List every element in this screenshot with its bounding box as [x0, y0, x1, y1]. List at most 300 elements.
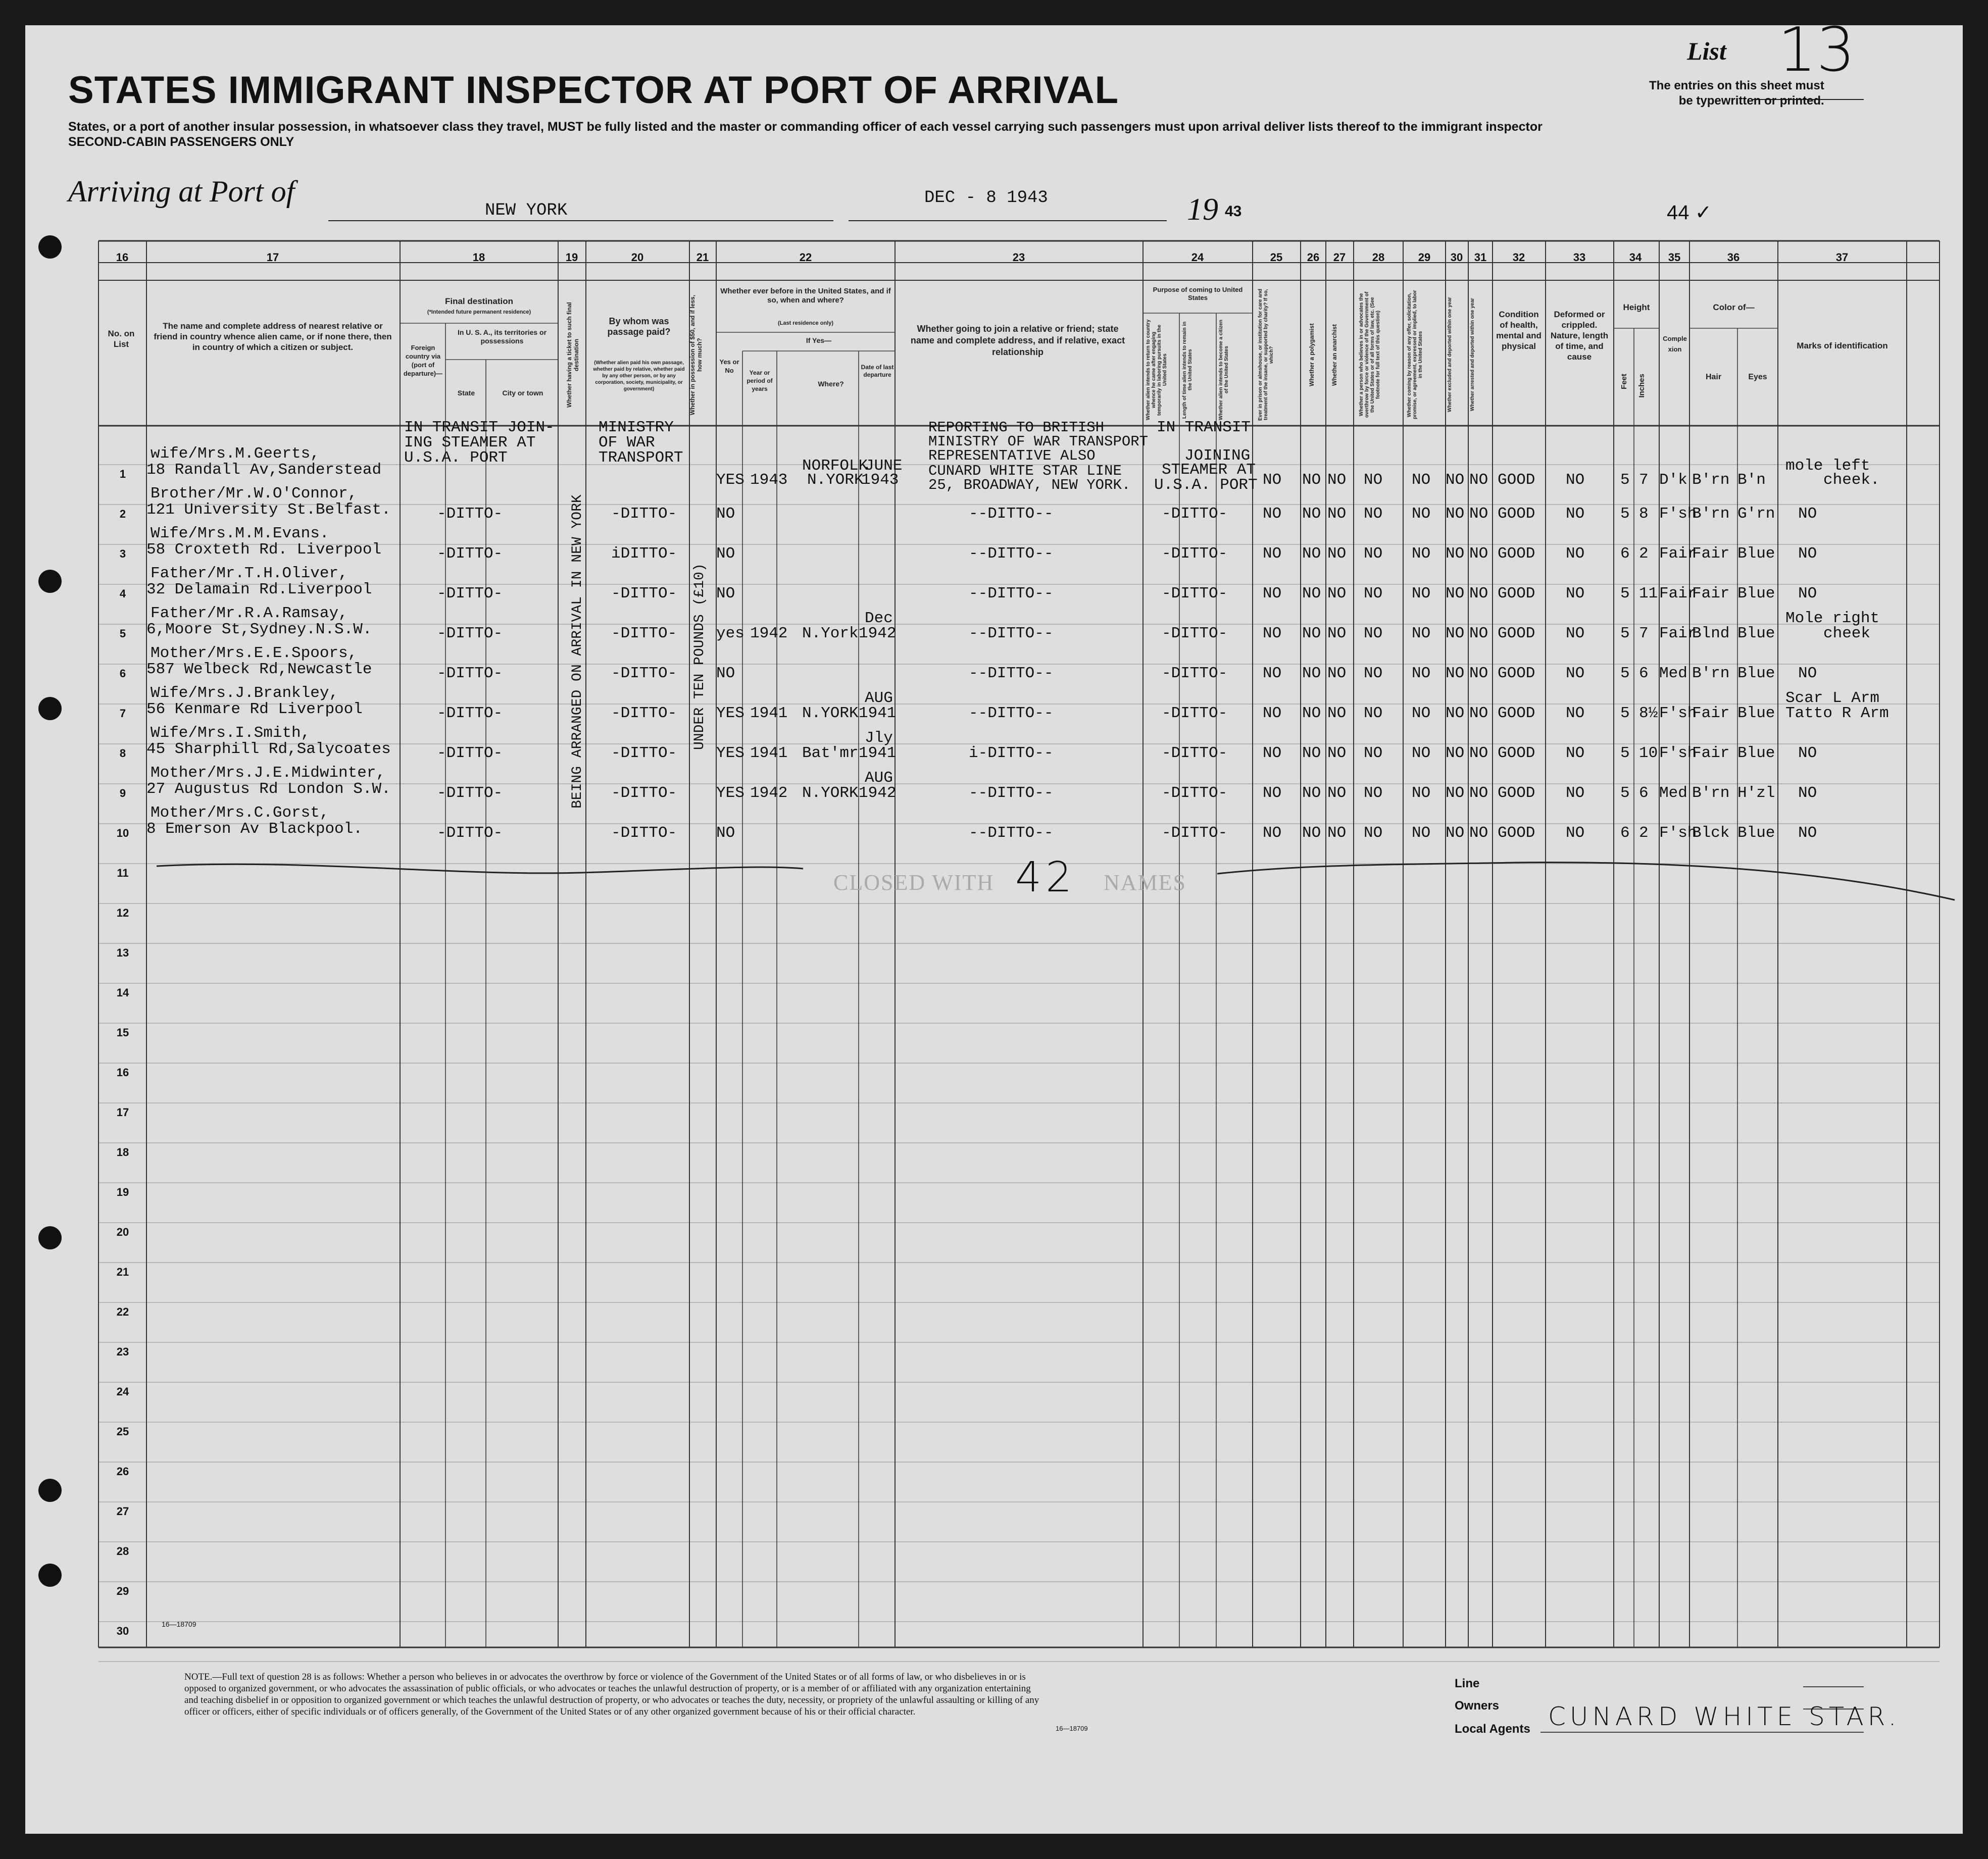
prior-visit-yes-no: NO	[716, 824, 735, 842]
footnote-form-number: 16—18709	[1056, 1725, 1088, 1732]
relative-address: 32 Delamain Rd.Liverpool	[146, 581, 372, 598]
answer-prison: NO	[1263, 625, 1282, 642]
destination-ditto: -DITTO-	[437, 545, 503, 563]
relative-address: 58 Croxteth Rd. Liverpool	[146, 541, 382, 559]
eye-color: Blue	[1737, 585, 1775, 602]
last-departure-date: AUG	[865, 689, 893, 707]
destination-ditto: -DITTO-	[437, 625, 503, 642]
answer-deported: NO	[1469, 705, 1488, 722]
col22c-header: Date of last departure	[861, 364, 894, 378]
eye-color: H'zl	[1737, 784, 1775, 802]
passage-paid-ditto: iDITTO-	[611, 545, 677, 563]
answer-deported: NO	[1469, 665, 1488, 682]
last-departure-date: 1941	[859, 705, 897, 722]
hair-color: B'rn	[1692, 784, 1730, 802]
answer-anarchist: NO	[1327, 665, 1347, 682]
answer-deported: NO	[1469, 505, 1488, 523]
col24a-header: Whether alien intends to return to country whence he came after engaging temporarily in laboring pursuits in the United States	[1146, 319, 1168, 421]
joining-relative-line: REPORTING TO BRITISH	[928, 419, 1105, 436]
col34b-header: Inches	[1637, 374, 1646, 398]
deformed-crippled: NO	[1566, 665, 1585, 682]
col26-header: Whether a polygamist	[1308, 323, 1315, 386]
prior-visit-yes-no: NO	[716, 665, 735, 682]
col29-header: Whether coming by reason of any offer, solicitation, promise, or agreement, expressed or implied, to labor in the United States	[1407, 290, 1423, 420]
last-departure-date: 1942	[859, 784, 897, 802]
answer-polygamist: NO	[1302, 585, 1321, 602]
col16-header: No. on List	[108, 329, 135, 349]
last-departure-date: 1942	[859, 625, 897, 642]
health-condition: GOOD	[1498, 744, 1535, 762]
passage-paid-ditto: -DITTO-	[611, 625, 677, 642]
col24c-header: Whether alien intends to become a citizen of the United States	[1218, 320, 1229, 420]
deformed-crippled: NO	[1566, 545, 1585, 563]
eye-color: G'rn	[1737, 505, 1775, 523]
passage-paid-ditto: -DITTO-	[611, 744, 677, 762]
identification-marks: cheek	[1823, 625, 1871, 642]
passage-paid-ditto: -DITTO-	[611, 585, 677, 602]
column-number: 20	[631, 251, 644, 264]
relative-name: Wife/Mrs.I.Smith,	[151, 724, 311, 742]
joining-relative-ditto: --DITTO--	[969, 545, 1054, 563]
row-number: 9	[119, 787, 126, 799]
answer-labor-offer: NO	[1412, 585, 1431, 602]
row-number: 21	[116, 1266, 129, 1278]
relative-name: wife/Mrs.M.Geerts,	[151, 445, 320, 463]
answer-labor-offer: NO	[1412, 824, 1431, 842]
identification-marks: Scar L Arm	[1785, 689, 1880, 707]
answer-prison: NO	[1263, 585, 1282, 602]
prior-visit-year: 1941	[750, 705, 788, 722]
answer-polygamist: NO	[1302, 471, 1321, 489]
row-number: 27	[116, 1505, 129, 1518]
height-inches: 6	[1639, 665, 1649, 682]
answer-labor-offer: NO	[1412, 625, 1431, 642]
answer-q28: NO	[1364, 665, 1383, 682]
row-number: 19	[116, 1186, 129, 1198]
health-condition: GOOD	[1498, 665, 1535, 682]
col19-vertical-note: BEING ARRANGED ON ARRIVAL IN NEW YORK	[570, 494, 585, 809]
height-feet: 5	[1620, 665, 1630, 682]
local-agents-signature: CUNARD WHITE STAR.	[1548, 1702, 1901, 1731]
row-number: 4	[119, 587, 126, 600]
answer-anarchist: NO	[1327, 545, 1347, 563]
prior-visit-yes-no: YES	[716, 784, 744, 802]
identification-marks: NO	[1798, 585, 1817, 602]
col27-header: Whether an anarchist	[1331, 324, 1338, 386]
purpose-line: STEAMER AT	[1162, 461, 1256, 479]
health-condition: GOOD	[1498, 625, 1535, 642]
column-number: 33	[1573, 251, 1586, 264]
row-number: 18	[116, 1146, 129, 1159]
passage-paid-line: OF WAR	[599, 434, 655, 451]
relative-name: Father/Mr.T.H.Oliver,	[151, 565, 348, 582]
col23-header: Whether going to join a relative or friend; state name and complete address, and if relative, exact relationship	[910, 324, 1125, 357]
purpose-ditto: -DITTO-	[1162, 625, 1228, 642]
prior-visit-yes-no: YES	[716, 705, 744, 722]
height-inches: 7	[1639, 471, 1649, 489]
identification-marks: mole left	[1785, 457, 1870, 475]
column-number: 36	[1727, 251, 1740, 264]
col30-header: Whether excluded and deported within one year	[1447, 297, 1453, 413]
relative-address: 6,Moore St,Sydney.N.S.W.	[146, 621, 372, 638]
row-number: 2	[119, 508, 126, 520]
height-feet: 5	[1620, 744, 1630, 762]
identification-marks: NO	[1798, 744, 1817, 762]
answer-q28: NO	[1364, 505, 1383, 523]
col37-header: Marks of identification	[1797, 341, 1888, 350]
col33-header: Deformed or crippled. Nature, length of time, and cause	[1550, 310, 1609, 362]
arriving-label: Arriving at Port of	[68, 175, 295, 208]
height-feet: 5	[1620, 784, 1630, 802]
height-inches: 6	[1639, 784, 1649, 802]
row-number: 13	[116, 946, 129, 959]
purpose-ditto: -DITTO-	[1162, 545, 1228, 563]
year-prefix: 19	[1187, 192, 1218, 227]
col31-header: Whether arrested and deported within one year	[1470, 298, 1475, 412]
relative-address: 56 Kenmare Rd Liverpool	[146, 700, 363, 718]
owners-label: Owners	[1455, 1699, 1500, 1713]
list-label: List	[1687, 37, 1726, 65]
column-number: 28	[1372, 251, 1385, 264]
answer-q28: NO	[1364, 705, 1383, 722]
col18b1-header: State	[457, 389, 475, 397]
answer-anarchist: NO	[1327, 784, 1347, 802]
last-departure-date: 1941	[859, 744, 897, 762]
identification-marks: NO	[1798, 784, 1817, 802]
row-number: 16	[116, 1066, 129, 1079]
col21-vertical-note: UNDER TEN POUNDS (£10)	[692, 563, 708, 750]
answer-q28: NO	[1364, 471, 1383, 489]
relative-address: 587 Welbeck Rd,Newcastle	[146, 661, 372, 678]
relative-address: 45 Sharphill Rd,Salycoates	[146, 740, 391, 758]
joining-relative-line: 25, BROADWAY, NEW YORK.	[928, 477, 1131, 493]
hair-color: Blnd	[1692, 625, 1730, 642]
answer-labor-offer: NO	[1412, 784, 1431, 802]
answer-excluded: NO	[1446, 471, 1465, 489]
answer-prison: NO	[1263, 471, 1282, 489]
deformed-crippled: NO	[1566, 784, 1585, 802]
joining-relative-ditto: --DITTO--	[969, 585, 1054, 602]
hair-color: Fair	[1692, 545, 1730, 563]
answer-deported: NO	[1469, 585, 1488, 602]
col20-note: (Whether alien paid his own passage, whether paid by relative, whether paid by any other person, or by any corporation, society, municipality, or government)	[593, 360, 685, 392]
column-number: 16	[116, 251, 129, 264]
hair-color: B'rn	[1692, 505, 1730, 523]
eye-color: Blue	[1737, 665, 1775, 682]
answer-q28: NO	[1364, 625, 1383, 642]
col22-note: (Last residence only)	[777, 320, 834, 326]
answer-labor-offer: NO	[1412, 744, 1431, 762]
joining-relative-line: REPRESENTATIVE ALSO	[928, 447, 1096, 464]
identification-marks: Tatto R Arm	[1785, 705, 1889, 722]
prior-visit-yes-no: NO	[716, 585, 735, 602]
purpose-ditto: -DITTO-	[1162, 824, 1228, 842]
joining-relative-line: CUNARD WHITE STAR LINE	[928, 463, 1122, 479]
height-inches: 7	[1639, 625, 1649, 642]
deformed-crippled: NO	[1566, 585, 1585, 602]
row-number: 22	[116, 1305, 129, 1318]
page-title: STATES IMMIGRANT INSPECTOR AT PORT OF ARRIVAL	[68, 69, 1119, 112]
answer-polygamist: NO	[1302, 784, 1321, 802]
form-number: 16—18709	[162, 1620, 196, 1628]
relative-name: Brother/Mr.W.O'Connor,	[151, 485, 358, 503]
col24b-header: Length of time alien intends to remain in the United States	[1182, 321, 1193, 419]
joining-relative-ditto: --DITTO--	[969, 784, 1054, 802]
prior-visit-where: NORFOLK	[802, 457, 868, 475]
answer-anarchist: NO	[1327, 705, 1347, 722]
col22b-header: Where?	[818, 380, 844, 388]
row-number: 3	[119, 547, 126, 560]
row-number: 28	[116, 1545, 129, 1557]
joining-relative-ditto: i-DITTO--	[969, 744, 1054, 762]
complexion: Fair	[1659, 625, 1697, 642]
prior-visit-where: N.YORK	[807, 471, 864, 489]
complexion: F'sh	[1659, 744, 1697, 762]
answer-excluded: NO	[1446, 744, 1465, 762]
height-feet: 6	[1620, 545, 1630, 563]
purpose-line: JOINING	[1184, 447, 1251, 465]
page-mark: 44 ✓	[1667, 202, 1712, 224]
row-number: 17	[116, 1106, 129, 1119]
answer-deported: NO	[1469, 545, 1488, 563]
column-number: 37	[1835, 251, 1849, 264]
prior-visit-yes-no: YES	[716, 744, 744, 762]
column-number: 30	[1450, 251, 1463, 264]
column-number: 25	[1270, 251, 1283, 264]
purpose-ditto: -DITTO-	[1162, 784, 1228, 802]
column-number: 35	[1668, 251, 1681, 264]
answer-prison: NO	[1263, 824, 1282, 842]
health-condition: GOOD	[1498, 705, 1535, 722]
answer-polygamist: NO	[1302, 824, 1321, 842]
complexion: Med	[1659, 784, 1687, 802]
answer-labor-offer: NO	[1412, 505, 1431, 523]
height-inches: 2	[1639, 545, 1649, 563]
answer-anarchist: NO	[1327, 824, 1347, 842]
height-feet: 5	[1620, 705, 1630, 722]
purpose-line: IN TRANSIT	[1157, 419, 1251, 436]
answer-deported: NO	[1469, 784, 1488, 802]
column-number: 24	[1191, 251, 1204, 264]
col17-header: The name and complete address of nearest relative or friend in country whence alien came, or if none there, then in country of which a citizen or subject.	[154, 321, 392, 352]
row-number: 10	[116, 827, 129, 839]
passage-paid-ditto: -DITTO-	[611, 505, 677, 523]
eye-color: Blue	[1737, 744, 1775, 762]
prior-visit-year: 1943	[750, 471, 788, 489]
destination-ditto: -DITTO-	[437, 784, 503, 802]
entries-note-2: be typewritten or printed.	[1678, 94, 1824, 108]
prior-visit-yes-no: YES	[716, 471, 744, 489]
last-departure-date: AUG	[865, 769, 893, 787]
answer-prison: NO	[1263, 784, 1282, 802]
complexion: D'k	[1659, 471, 1687, 489]
eye-color: Blue	[1737, 705, 1775, 722]
closed-with-stamp: CLOSED WITH	[833, 870, 995, 895]
col22-yesno: Yes or No	[719, 358, 739, 374]
prior-visit-yes-no: NO	[716, 545, 735, 563]
health-condition: GOOD	[1498, 545, 1535, 563]
hair-color: Fair	[1692, 705, 1730, 722]
col18b-header: In U. S. A., its territories or possessions	[457, 328, 547, 345]
row-number: 11	[117, 867, 129, 879]
destination-ditto: -DITTO-	[437, 705, 503, 722]
answer-prison: NO	[1263, 705, 1282, 722]
identification-marks: NO	[1798, 665, 1817, 682]
answer-excluded: NO	[1446, 784, 1465, 802]
passage-paid-ditto: -DITTO-	[611, 705, 677, 722]
relative-address: 27 Augustus Rd London S.W.	[146, 780, 391, 798]
answer-q28: NO	[1364, 585, 1383, 602]
row-number: 14	[116, 986, 129, 999]
prior-visit-where: Bat'mr	[802, 744, 859, 762]
hair-color: Fair	[1692, 744, 1730, 762]
prior-visit-where: N.YORK	[802, 784, 859, 802]
hair-color: B'rn	[1692, 471, 1730, 489]
answer-polygamist: NO	[1302, 705, 1321, 722]
answer-polygamist: NO	[1302, 665, 1321, 682]
row-number: 6	[119, 667, 126, 680]
destination-line: U.S.A. PORT	[404, 449, 508, 467]
row-number: 1	[119, 468, 126, 480]
col18b2-header: City or town	[502, 389, 543, 397]
relative-address: 8 Emerson Av Blackpool.	[146, 820, 363, 838]
footnote: NOTE.—Full text of question 28 is as follows: Whether a person who believes in or advocates the overthrow by force or violence of the Government of the United States or of all forms of law, or who disbelieves in or is opposed to organized government, or who advocates the assassination of public officials, or who advocates or teaches the unlawful destruction of property, or is a member of or affiliated with any organization entertaining and teaching disbelief in or opposition to organized government or which teaches the unlawful destruction of property, or who advocates or teaches the duty, necessity, or propriety of the unlawful assaulting or killing of any officer or officers, either of specific individuals or of officers generally, of the Government of the United States or of any other organized government because of his or their official character.	[184, 1672, 1039, 1717]
answer-anarchist: NO	[1327, 625, 1347, 642]
answer-q28: NO	[1364, 545, 1383, 563]
col35-header: Complexion	[1663, 335, 1687, 353]
col24-header: Purpose of coming to United States	[1153, 286, 1243, 302]
eye-color: B'n	[1737, 471, 1766, 489]
health-condition: GOOD	[1498, 585, 1535, 602]
passage-paid-ditto: -DITTO-	[611, 665, 677, 682]
destination-ditto: -DITTO-	[437, 824, 503, 842]
deformed-crippled: NO	[1566, 744, 1585, 762]
row-number: 25	[116, 1425, 129, 1438]
height-feet: 5	[1620, 471, 1630, 489]
prior-visit-where: N.YORK	[802, 705, 859, 722]
prior-visit-year: 1942	[750, 784, 788, 802]
eye-color: Blue	[1737, 625, 1775, 642]
answer-polygamist: NO	[1302, 505, 1321, 523]
col25-header: Ever in prison or almshouse, or institution for care and treatment of the insane, or supported by charity? If so, which?	[1258, 288, 1274, 421]
names-stamp: NAMES	[1104, 870, 1187, 895]
health-condition: GOOD	[1498, 505, 1535, 523]
answer-anarchist: NO	[1327, 471, 1347, 489]
joining-relative-ditto: --DITTO--	[969, 505, 1054, 523]
last-departure-date: 1943	[861, 471, 899, 489]
row-number: 8	[119, 747, 126, 760]
eye-color: Blue	[1737, 824, 1775, 842]
last-departure-date: Dec	[865, 610, 893, 627]
subtitle-line-2: SECOND-CABIN PASSENGERS ONLY	[68, 135, 294, 149]
prior-visit-yes-no: yes	[716, 625, 744, 642]
answer-labor-offer: NO	[1412, 545, 1431, 563]
answer-deported: NO	[1469, 471, 1488, 489]
col34-header: Height	[1623, 303, 1650, 312]
deformed-crippled: NO	[1566, 705, 1585, 722]
height-feet: 5	[1620, 625, 1630, 642]
health-condition: GOOD	[1498, 471, 1535, 489]
answer-deported: NO	[1469, 625, 1488, 642]
joining-relative-ditto: --DITTO--	[969, 665, 1054, 682]
port-value: NEW YORK	[485, 201, 568, 220]
complexion: F'sh	[1659, 705, 1697, 722]
column-number: 22	[799, 251, 812, 264]
answer-excluded: NO	[1446, 665, 1465, 682]
destination-ditto: -DITTO-	[437, 744, 503, 762]
purpose-line: U.S.A. PORT	[1154, 476, 1258, 494]
deformed-crippled: NO	[1566, 471, 1585, 489]
passage-paid-line: TRANSPORT	[599, 449, 683, 467]
col22a-header: Year or period of years	[747, 369, 773, 392]
column-number: 18	[472, 251, 485, 264]
col28-header: Whether a person who believes in or advocates the overthrow by force or violence of the Government of the United States or of all forms of law, etc. (See footnote for full text of this question)	[1359, 291, 1381, 418]
hair-color: Fair	[1692, 585, 1730, 602]
answer-anarchist: NO	[1327, 585, 1347, 602]
answer-labor-offer: NO	[1412, 471, 1431, 489]
identification-marks: cheek.	[1823, 471, 1880, 489]
answer-excluded: NO	[1446, 545, 1465, 563]
height-inches: 8	[1639, 505, 1649, 523]
row-number: 12	[116, 907, 129, 919]
col22-ifyes: If Yes—	[806, 336, 832, 344]
answer-labor-offer: NO	[1412, 665, 1431, 682]
local-agents-label: Local Agents	[1455, 1722, 1530, 1736]
identification-marks: NO	[1798, 545, 1817, 563]
col36a-header: Hair	[1705, 373, 1722, 381]
relative-name: Father/Mr.R.A.Ramsay,	[151, 605, 348, 622]
prior-visit-year: 1941	[750, 744, 788, 762]
subtitle-line-1: States, or a port of another insular possession, in whatsoever class they travel, MUST be fully listed and the master or commanding officer of each vessel carrying such passengers must upon arrival deliver lists thereof to the immigrant inspector	[68, 120, 1543, 134]
deformed-crippled: NO	[1566, 505, 1585, 523]
column-number: 19	[565, 251, 578, 264]
joining-relative-ditto: --DITTO--	[969, 705, 1054, 722]
height-inches: 2	[1639, 824, 1649, 842]
joining-relative-ditto: --DITTO--	[969, 824, 1054, 842]
purpose-ditto: -DITTO-	[1162, 665, 1228, 682]
col18-header: Final destination	[444, 296, 514, 306]
last-departure-date: JUNE	[865, 457, 903, 475]
year-suffix: 43	[1225, 203, 1242, 220]
column-number: 29	[1418, 251, 1431, 264]
answer-excluded: NO	[1446, 705, 1465, 722]
purpose-ditto: -DITTO-	[1162, 505, 1228, 523]
row-number: 20	[116, 1226, 129, 1238]
last-departure-date: Jly	[865, 729, 893, 747]
column-number: 21	[696, 251, 709, 264]
height-feet: 5	[1620, 585, 1630, 602]
answer-q28: NO	[1364, 784, 1383, 802]
answer-excluded: NO	[1446, 625, 1465, 642]
complexion: Fair	[1659, 585, 1697, 602]
answer-excluded: NO	[1446, 505, 1465, 523]
answer-q28: NO	[1364, 744, 1383, 762]
purpose-ditto: -DITTO-	[1162, 744, 1228, 762]
relative-name: Wife/Mrs.J.Brankley,	[151, 684, 339, 702]
col34a-header: Feet	[1620, 374, 1628, 389]
answer-excluded: NO	[1446, 824, 1465, 842]
row-number: 7	[119, 707, 126, 720]
destination-ditto: -DITTO-	[437, 665, 503, 682]
purpose-ditto: -DITTO-	[1162, 705, 1228, 722]
column-number: 23	[1012, 251, 1025, 264]
prior-visit-year: 1942	[750, 625, 788, 642]
column-number: 17	[266, 251, 279, 264]
answer-labor-offer: NO	[1412, 705, 1431, 722]
date-stamp: DEC - 8 1943	[924, 188, 1048, 208]
height-inches: 8½	[1639, 705, 1658, 722]
col20-header: By whom was passage paid?	[607, 316, 671, 337]
